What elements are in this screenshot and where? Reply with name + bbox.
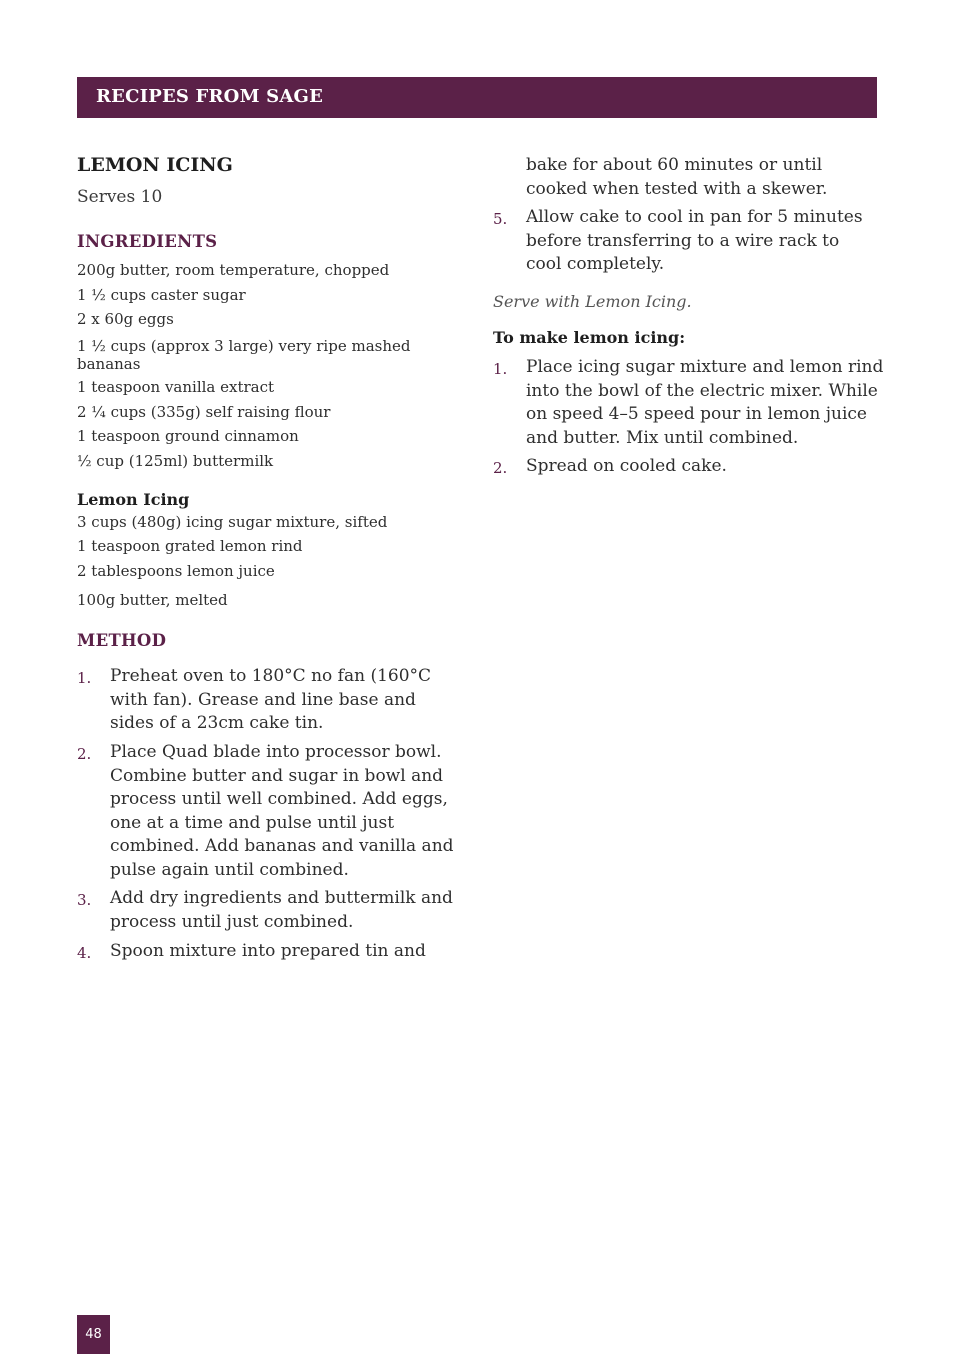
method-step-number: 4. [77,944,92,962]
icing-step-number: 1. [493,360,508,378]
ingredients-heading: INGREDIENTS [77,232,218,251]
icing-ingredient-item: 3 cups (480g) icing sugar mixture, sifted [77,513,388,531]
method-step-text: Place Quad blade into processor bowl. Combine butter and sugar in bowl and process until well combined. Add eggs, one at a time and pulse until just combined. Add bananas and vanilla and pulse again until combined. [110,742,454,880]
icing-step-text: Spread on cooled cake. [526,456,727,476]
method-step-continued: bake for about 60 minutes or until cooked when tested with a skewer. [526,155,828,199]
icing-step-text: Place icing sugar mixture and lemon rind into the bowl of the electric mixer. While on speed 4–5 speed pour in lemon juice and butter. Mix until combined. [526,357,884,448]
ingredient-item: 2 x 60g eggs [77,310,174,328]
header-bar [77,77,877,118]
icing-ingredient-item: 2 tablespoons lemon juice [77,562,275,580]
icing-step-number: 2. [493,459,508,477]
method-step-number: 2. [77,745,92,763]
page-number-text: 48 [85,1327,102,1342]
ingredient-item: 1 teaspoon ground cinnamon [77,427,299,445]
method-step-text: Allow cake to cool in pan for 5 minutes before transferring to a wire rack to cool completely. [526,207,863,274]
page-number [77,1315,110,1354]
icing-method-heading: To make lemon icing: [493,328,686,347]
method-step-number: 1. [77,669,92,687]
method-step-number: 3. [77,891,92,909]
icing-ingredient-item: 100g butter, melted [77,591,228,609]
method-step-text: Add dry ingredients and buttermilk and process until just combined. [110,888,453,932]
icing-ingredient-item: 1 teaspoon grated lemon rind [77,537,303,555]
ingredient-item: 200g butter, room temperature, chopped [77,261,390,279]
serves-text: Serves 10 [77,187,163,207]
recipe-title: LEMON ICING [77,154,233,176]
ingredient-item: 1 ½ cups (approx 3 large) very ripe mashed bananas [77,337,411,373]
ingredient-item: 1 ½ cups caster sugar [77,286,246,304]
serve-note: Serve with Lemon Icing. [493,292,692,311]
ingredient-item: ½ cup (125ml) buttermilk [77,452,274,470]
method-step-text: Spoon mixture into prepared tin and [110,941,426,961]
method-heading: METHOD [77,631,167,650]
method-step-text: Preheat oven to 180°C no fan (160°C with fan). Grease and line base and sides of a 23cm cake tin. [110,666,432,733]
method-step-number: 5. [493,210,508,228]
icing-heading: Lemon Icing [77,490,190,509]
ingredient-item: 2 ¼ cups (335g) self raising flour [77,403,331,421]
header-title: RECIPES FROM SAGE [96,86,324,107]
ingredient-item: 1 teaspoon vanilla extract [77,378,275,396]
